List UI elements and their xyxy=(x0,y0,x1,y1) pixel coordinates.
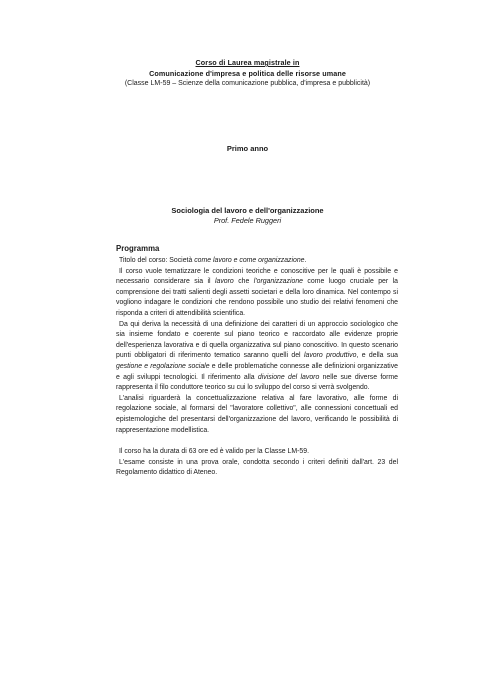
programma-body xyxy=(116,256,398,479)
paragraph-intro xyxy=(116,267,398,320)
paragraph-duration: Il corso ha la durata di 63 ore ed è valido per la Classe LM-59. xyxy=(119,448,309,456)
programma-heading: Programma xyxy=(116,244,160,253)
course-header xyxy=(60,206,435,226)
degree-line-1: Corso di Laurea magistrale in xyxy=(195,58,300,67)
degree-header xyxy=(60,58,435,90)
text-span-italic: lavoro xyxy=(214,278,234,286)
text-span: che xyxy=(233,278,254,286)
text-span-italic: l'organizzazione xyxy=(253,278,303,286)
text-span: . xyxy=(304,257,307,264)
spacer xyxy=(116,436,398,447)
text-span: , e della sua xyxy=(356,352,398,360)
text-span: e delle problematiche connesse alle definizioni organizzative e agli sviluppi tecnologici. Il riferimento alla xyxy=(116,362,398,381)
paragraph-approach xyxy=(116,320,398,394)
text-span-italic: come lavoro e come organizzazione xyxy=(194,257,305,264)
text-span: Titolo del corso: Società xyxy=(119,257,195,264)
text-span-italic: lavoro produttivo xyxy=(303,352,357,360)
course-professor: Prof. Fedele Ruggeri xyxy=(213,216,282,225)
paragraph-exam: L'esame consiste in una prova orale, condotta secondo i criteri definiti dall'art. 23 del Regolamento didattico di Ateneo. xyxy=(116,458,398,477)
text-span: Da qui deriva la necessità di una definizione dei caratteri di un approccio sociologico che sia insieme fondato e coerente sul piano teorico e raccordato alle evidenze proprie dell'esperienza lavorativa e di quella organizzativa sul piano conoscitivo. In questo scenario punti obbligatori di riferimento tematico saranno quelli del xyxy=(116,320,398,360)
text-span: Il corso vuole tematizzare le condizioni teoriche e conoscitive per le quali è possibile e necessario considerare sia il xyxy=(116,267,398,286)
year-heading: Primo anno xyxy=(226,144,269,153)
paragraph-course-title xyxy=(116,256,398,267)
paragraph-analysis: L'analisi riguarderà la concettualizzazione relativa al fare lavorativo, alle forme di regolazione sociale, al formarsi del "lavoratore collettivo", alle connessioni concettuali ed epistemologiche del presentarsi dell'organizzazione del lavoro, verificando le possibilità di rappresentazione modellistica. xyxy=(116,394,398,434)
course-title: Sociologia del lavoro e dell'organizzazione xyxy=(171,206,324,215)
degree-line-2: Comunicazione d'impresa e politica delle risorse umane xyxy=(149,68,346,78)
text-span: nelle sue diverse forme rappresenta il filo conduttore teorico su cui lo sviluppo del corso si verrà svolgendo. xyxy=(116,373,399,392)
text-span: come luogo cruciale per la comprensione dei tratti salienti degli assetti societari e della loro dinamica. Nel contempo si vogliono indagare le condizioni che rendono possibile uno studio dei relativi fenomeni che risponda a criteri di attendibilità scientifica. xyxy=(116,278,398,317)
text-span-italic: gestione e regolazione sociale xyxy=(116,362,210,370)
degree-class-line: (Classe LM-59 – Scienze della comunicazione pubblica, d'impresa e pubblicità) xyxy=(124,80,371,87)
text-span-italic: divisione del lavoro xyxy=(257,373,320,381)
